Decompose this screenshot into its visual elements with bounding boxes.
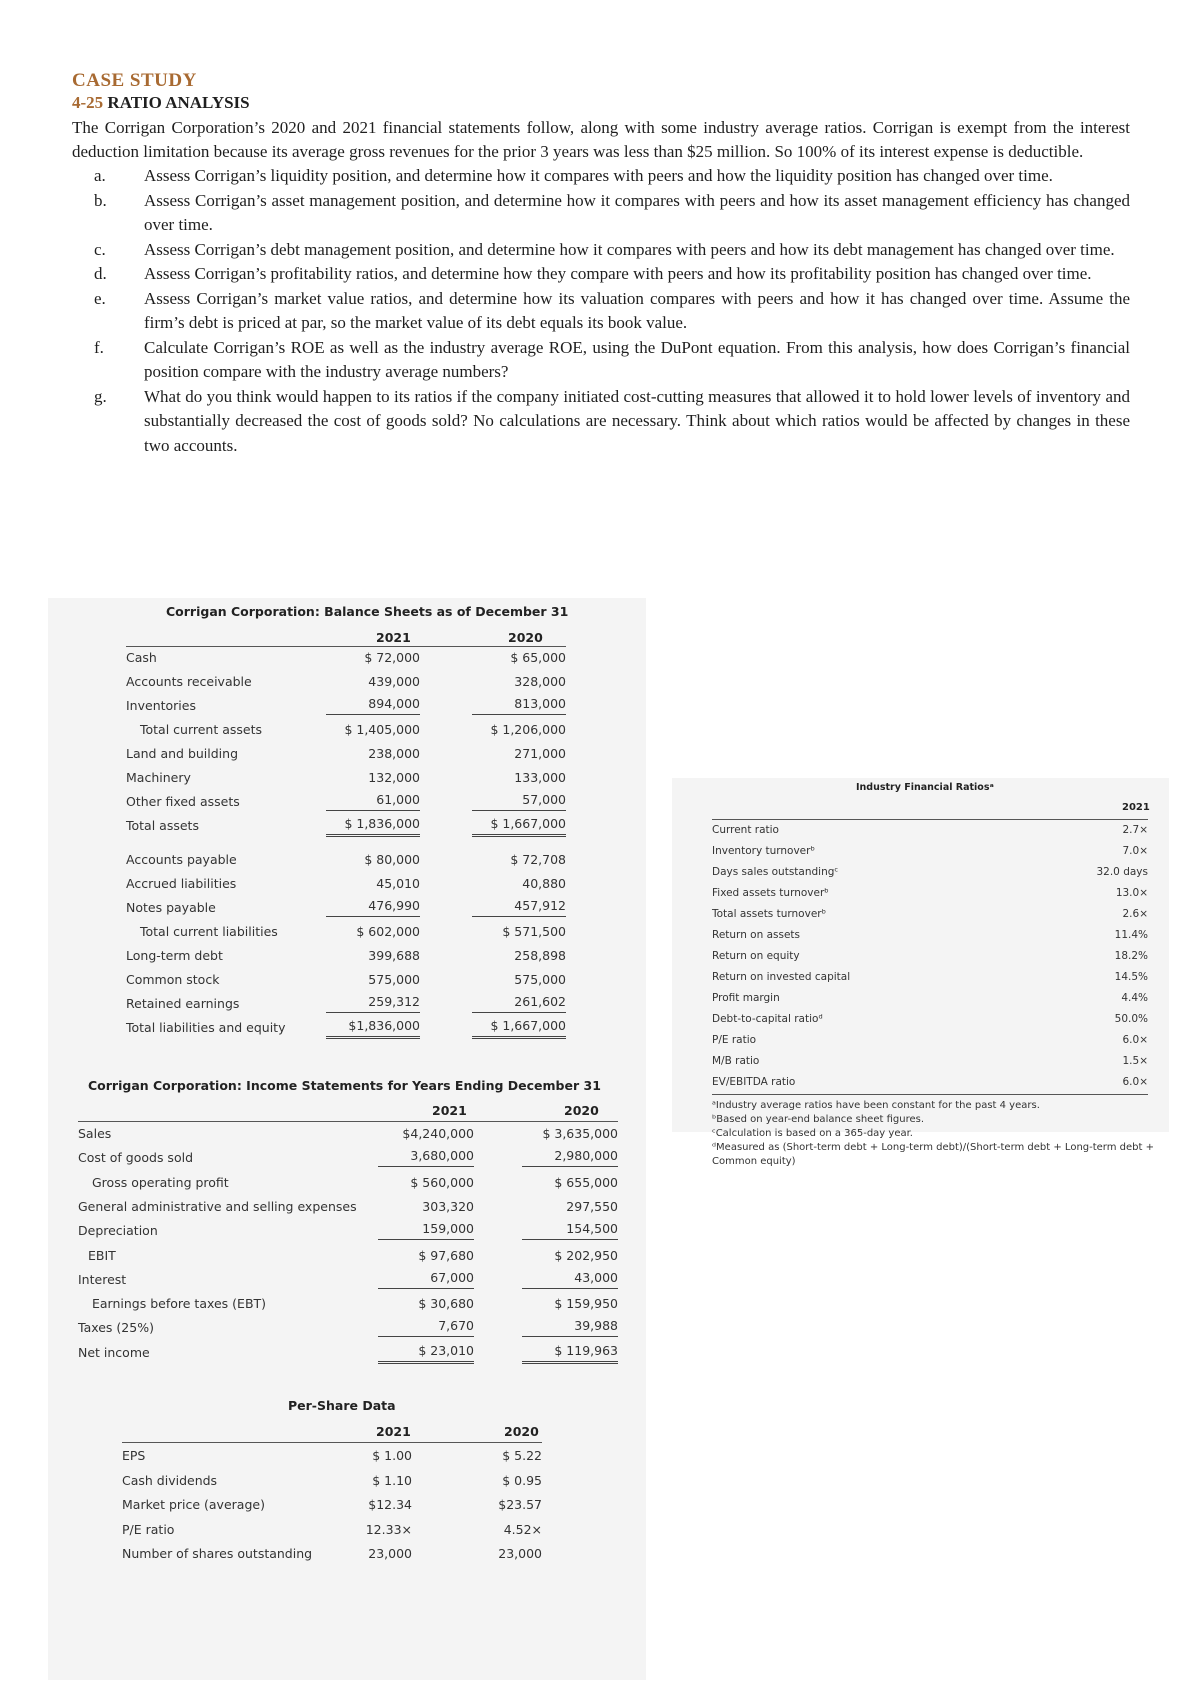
value-2021: 132,000	[368, 770, 420, 785]
row-label: Net income	[78, 1344, 150, 1360]
value-2020: 813,000	[472, 694, 566, 715]
value-2020: 57,000	[472, 790, 566, 811]
industry-ratio-row	[712, 883, 1148, 904]
industry-ratio-row	[712, 946, 1148, 967]
balance-sheet-row	[126, 742, 566, 766]
industry-ratio-note: ᵇBased on year-end balance sheet figures.	[712, 1114, 925, 1125]
value-2020: 457,912	[472, 896, 566, 917]
industry-ratio-value: 1.5×	[1122, 1055, 1148, 1067]
row-label: Depreciation	[78, 1223, 158, 1239]
industry-ratio-value: 50.0%	[1114, 1013, 1148, 1025]
value-2021: 159,000	[378, 1219, 474, 1240]
balance-sheet-row	[126, 848, 566, 872]
row-label: Gross operating profit	[92, 1174, 229, 1190]
value-2020: 261,602	[472, 992, 566, 1013]
value-2020: $ 1,667,000	[472, 814, 566, 837]
value-2021: 303,320	[422, 1198, 474, 1214]
industry-ratio-label: Current ratio	[712, 824, 779, 836]
row-label: Total liabilities and equity	[126, 1020, 286, 1035]
income-statement-row	[78, 1195, 618, 1219]
balance-sheet-title: Corrigan Corporation: Balance Sheets as of December 31	[166, 604, 569, 619]
question-letter: d.	[94, 264, 107, 283]
value-2020: 2,980,000	[522, 1146, 618, 1167]
balance-sheet-row	[126, 814, 566, 838]
value-2020: 39,988	[522, 1316, 618, 1337]
industry-ratio-value: 2.7×	[1122, 824, 1148, 836]
row-label: Taxes (25%)	[78, 1320, 154, 1336]
question-list	[72, 164, 1130, 458]
question-letter: a.	[94, 166, 106, 185]
value-2021: 439,000	[368, 674, 420, 689]
row-label: Interest	[78, 1271, 127, 1287]
per-share-row	[122, 1542, 542, 1566]
income-statement-row	[78, 1268, 618, 1292]
value-2021: $ 1.00	[372, 1448, 412, 1463]
value-2021: $ 97,680	[418, 1247, 474, 1263]
value-2021: $1,836,000	[326, 1016, 420, 1039]
balance-sheet-row	[126, 920, 566, 944]
per-share-row	[122, 1444, 542, 1468]
per-share-header-rule	[122, 1442, 542, 1443]
question-text: Assess Corrigan’s asset management position, and determine how it compares with peers and how its asset management efficiency has changed over time.	[144, 190, 1130, 234]
value-2021: 45,010	[376, 876, 420, 891]
problem-title	[72, 92, 1130, 114]
per-share-row	[122, 1518, 542, 1542]
row-label: Inventories	[126, 698, 196, 713]
value-2021: 399,688	[368, 948, 420, 963]
intro-paragraph: The Corrigan Corporation’s 2020 and 2021 financial statements follow, along with some industry average ratios. Corrigan is exempt from the interest deduction limitation because its average gross revenues for the prior 3 years was less than $25 million. So 100% of its interest expense is deductible.	[72, 118, 1130, 161]
value-2021: 3,680,000	[378, 1146, 474, 1167]
row-label: Notes payable	[126, 900, 216, 915]
row-label: Total current liabilities	[140, 924, 278, 939]
industry-ratio-label: Return on equity	[712, 950, 800, 962]
industry-ratio-row	[712, 1072, 1148, 1093]
value-2020: $ 5.22	[502, 1448, 542, 1463]
income-statement-col-2021: 2021	[432, 1103, 467, 1118]
row-label: Sales	[78, 1126, 112, 1141]
value-2020: 258,898	[514, 948, 566, 963]
question-text: Assess Corrigan’s profitability ratios, and determine how they compare with peers and how its profitability position has changed over time.	[144, 264, 1092, 283]
row-label: Common stock	[126, 972, 220, 987]
income-statement-row	[78, 1219, 618, 1243]
row-label: Accounts receivable	[126, 674, 252, 689]
balance-sheet-row	[126, 670, 566, 694]
balance-sheet-row	[126, 944, 566, 968]
question-letter: b.	[94, 190, 107, 210]
industry-ratio-value: 14.5%	[1114, 971, 1148, 983]
value-2020: $ 1,667,000	[472, 1016, 566, 1039]
value-2020: $23.57	[498, 1497, 542, 1512]
value-2021: 894,000	[326, 694, 420, 715]
value-2021: $ 602,000	[356, 924, 420, 939]
industry-ratio-row	[712, 967, 1148, 988]
value-2021: $ 1,836,000	[326, 814, 420, 837]
problem-number: 4-25	[72, 93, 104, 112]
industry-ratio-value: 7.0×	[1122, 845, 1148, 857]
industry-ratio-row	[712, 820, 1148, 841]
question-item	[72, 262, 1130, 287]
industry-ratio-value: 6.0×	[1122, 1076, 1148, 1088]
value-2020: $ 159,950	[554, 1296, 618, 1312]
row-label: Retained earnings	[126, 996, 240, 1011]
value-2020: $ 0.95	[502, 1472, 542, 1488]
balance-sheet-row	[126, 790, 566, 814]
row-label: P/E ratio	[122, 1521, 175, 1537]
income-statement-row	[78, 1122, 618, 1146]
industry-ratio-note: ᵃIndustry average ratios have been constant for the past 4 years.	[712, 1100, 1040, 1111]
income-statement-row	[78, 1171, 618, 1195]
value-2020: 154,500	[522, 1219, 618, 1240]
value-2020: $ 571,500	[502, 924, 566, 939]
industry-ratio-row	[712, 862, 1148, 883]
income-statement-row	[78, 1146, 618, 1170]
industry-ratio-row	[712, 841, 1148, 862]
row-label: Market price (average)	[122, 1497, 265, 1512]
value-2021: $ 30,680	[418, 1296, 474, 1312]
value-2021: 238,000	[368, 746, 420, 761]
industry-ratio-label: Fixed assets turnoverᵇ	[712, 887, 829, 899]
value-2021: 61,000	[326, 790, 420, 811]
row-label: Accounts payable	[126, 852, 237, 867]
value-2021: $ 23,010	[378, 1341, 474, 1364]
value-2021: $ 80,000	[364, 852, 420, 867]
row-label: Total assets	[126, 818, 199, 833]
income-statement-col-2020: 2020	[564, 1103, 599, 1118]
balance-sheet-row	[126, 646, 566, 670]
industry-ratio-label: Profit margin	[712, 992, 780, 1004]
industry-ratio-value: 32.0 days	[1096, 866, 1148, 878]
per-share-col-2020: 2020	[504, 1424, 539, 1439]
industry-ratio-row	[712, 1051, 1148, 1072]
per-share-row	[122, 1469, 542, 1493]
income-statement-title: Corrigan Corporation: Income Statements for Years Ending December 31	[88, 1078, 601, 1093]
value-2020: 271,000	[514, 746, 566, 761]
balance-sheet-row	[126, 1016, 566, 1040]
value-2021: $ 1.10	[372, 1472, 412, 1488]
value-2020: $ 3,635,000	[542, 1126, 618, 1141]
value-2020: 43,000	[522, 1268, 618, 1289]
question-item	[72, 189, 1130, 238]
industry-ratios-notes	[712, 1099, 1157, 1169]
value-2020: $ 65,000	[510, 650, 566, 665]
per-share-row	[122, 1493, 542, 1517]
balance-sheet-row	[126, 766, 566, 790]
value-2020: $ 202,950	[554, 1247, 618, 1263]
question-text: Calculate Corrigan’s ROE as well as the industry average ROE, using the DuPont equation. From this analysis, how does Corrigan’s financial position compare with the industry average numbers?	[144, 337, 1130, 381]
industry-ratio-label: Return on invested capital	[712, 971, 851, 983]
row-label: EBIT	[88, 1247, 116, 1263]
question-letter: c.	[94, 239, 106, 259]
problem-text	[72, 70, 1130, 458]
question-item	[72, 164, 1130, 189]
balance-sheet-row	[126, 968, 566, 992]
per-share-col-2021: 2021	[376, 1424, 411, 1439]
value-2021: 23,000	[368, 1546, 412, 1561]
value-2020: $ 1,206,000	[490, 722, 566, 737]
balance-sheet-col-2021: 2021	[376, 630, 411, 645]
value-2021: $4,240,000	[402, 1126, 474, 1141]
per-share-title: Per-Share Data	[288, 1398, 396, 1413]
value-2020: 23,000	[498, 1546, 542, 1561]
case-study-heading: CASE STUDY	[72, 70, 197, 91]
value-2020: $ 119,963	[522, 1341, 618, 1364]
balance-sheet-row	[126, 718, 566, 742]
value-2020: 297,550	[566, 1198, 618, 1214]
industry-ratios-title: Industry Financial Ratiosᵃ	[856, 782, 994, 793]
question-letter: g.	[94, 386, 107, 406]
question-item	[72, 336, 1130, 385]
industry-ratio-label: Debt-to-capital ratioᵈ	[712, 1013, 823, 1025]
value-2021: $12.34	[368, 1497, 412, 1512]
value-2020: 133,000	[514, 770, 566, 785]
row-label: General administrative and selling expenses	[78, 1198, 357, 1214]
row-label: Cash	[126, 650, 157, 665]
industry-ratio-value: 18.2%	[1114, 950, 1148, 962]
industry-ratio-label: EV/EBITDA ratio	[712, 1076, 796, 1088]
income-statement-row	[78, 1316, 618, 1340]
row-label: Total current assets	[140, 722, 263, 737]
industry-ratio-label: Inventory turnoverᵇ	[712, 845, 815, 857]
industry-ratios-col-2021: 2021	[1122, 802, 1150, 813]
balance-sheet-row	[126, 694, 566, 718]
industry-ratio-value: 4.4%	[1121, 992, 1148, 1004]
industry-ratio-value: 6.0×	[1122, 1034, 1148, 1046]
question-text: Assess Corrigan’s debt management position, and determine how it compares with peers and how its debt management has changed over time.	[144, 239, 1115, 259]
row-label: Earnings before taxes (EBT)	[92, 1296, 267, 1312]
row-label: Other fixed assets	[126, 794, 240, 809]
balance-sheet-row	[126, 872, 566, 896]
value-2021: 12.33×	[365, 1521, 412, 1537]
industry-ratio-label: M/B ratio	[712, 1055, 760, 1067]
balance-sheet-col-2020: 2020	[508, 630, 543, 645]
question-text: What do you think would happen to its ratios if the company initiated cost-cutting measures that allowed it to hold lower levels of inventory and substantially decreased the cost of goods sold? No calculations are necessary. Think about which ratios would be affected by changes in these two accounts.	[144, 386, 1130, 455]
question-text: Assess Corrigan’s liquidity position, and determine how it compares with peers and how the liquidity position has changed over time.	[144, 166, 1053, 185]
question-letter: f.	[94, 337, 104, 357]
balance-sheet-row	[126, 896, 566, 920]
value-2021: 476,990	[326, 896, 420, 917]
value-2020: $ 72,708	[510, 852, 566, 867]
question-letter: e.	[94, 288, 106, 308]
value-2020: 40,880	[522, 876, 566, 891]
income-statement-row	[78, 1341, 618, 1365]
income-statement-row	[78, 1292, 618, 1316]
row-label: Accrued liabilities	[126, 876, 237, 891]
industry-ratio-label: P/E ratio	[712, 1034, 757, 1046]
question-item	[72, 385, 1130, 459]
industry-ratio-row	[712, 988, 1148, 1009]
value-2021: 67,000	[378, 1268, 474, 1289]
value-2020: 575,000	[514, 972, 566, 987]
value-2021: 259,312	[326, 992, 420, 1013]
industry-ratio-value: 13.0×	[1115, 887, 1148, 899]
value-2021: 575,000	[368, 972, 420, 987]
income-statement-row	[78, 1244, 618, 1268]
value-2021: $ 72,000	[364, 650, 420, 665]
row-label: Long-term debt	[126, 948, 223, 963]
industry-ratio-row	[712, 904, 1148, 925]
value-2020: 328,000	[514, 674, 566, 689]
problem-title-text: RATIO ANALYSIS	[107, 93, 250, 112]
row-label: EPS	[122, 1448, 146, 1463]
value-2021: $ 1,405,000	[344, 722, 420, 737]
row-label: Cash dividends	[122, 1472, 218, 1488]
industry-ratio-label: Return on assets	[712, 929, 801, 941]
industry-ratio-label: Days sales outstandingᶜ	[712, 866, 839, 878]
question-item	[72, 238, 1130, 263]
value-2020: 4.52×	[503, 1521, 542, 1537]
industry-ratios-bottom-rule	[712, 1094, 1148, 1095]
row-label: Machinery	[126, 770, 191, 785]
industry-ratio-row	[712, 925, 1148, 946]
row-label: Number of shares outstanding	[122, 1546, 313, 1561]
question-item	[72, 287, 1130, 336]
industry-ratio-note: ᵈMeasured as (Short-term debt + Long-term debt)/(Short-term debt + Long-term debt + Common equity)	[712, 1142, 1154, 1167]
value-2020: $ 655,000	[554, 1174, 618, 1190]
balance-sheet-row	[126, 992, 566, 1016]
value-2021: $ 560,000	[410, 1174, 474, 1190]
row-label: Land and building	[126, 746, 239, 761]
industry-ratio-note: ᶜCalculation is based on a 365-day year.	[712, 1128, 913, 1139]
industry-ratio-row	[712, 1009, 1148, 1030]
row-label: Cost of goods sold	[78, 1150, 194, 1166]
industry-ratio-row	[712, 1030, 1148, 1051]
industry-ratio-value: 2.6×	[1122, 908, 1148, 920]
industry-ratio-value: 11.4%	[1114, 929, 1148, 941]
value-2021: 7,670	[378, 1316, 474, 1337]
question-text: Assess Corrigan’s market value ratios, and determine how its valuation compares with peers and how it has changed over time. Assume the firm’s debt is priced at par, so the market value of its debt equals its book value.	[144, 288, 1130, 332]
industry-ratio-label: Total assets turnoverᵇ	[712, 908, 827, 920]
